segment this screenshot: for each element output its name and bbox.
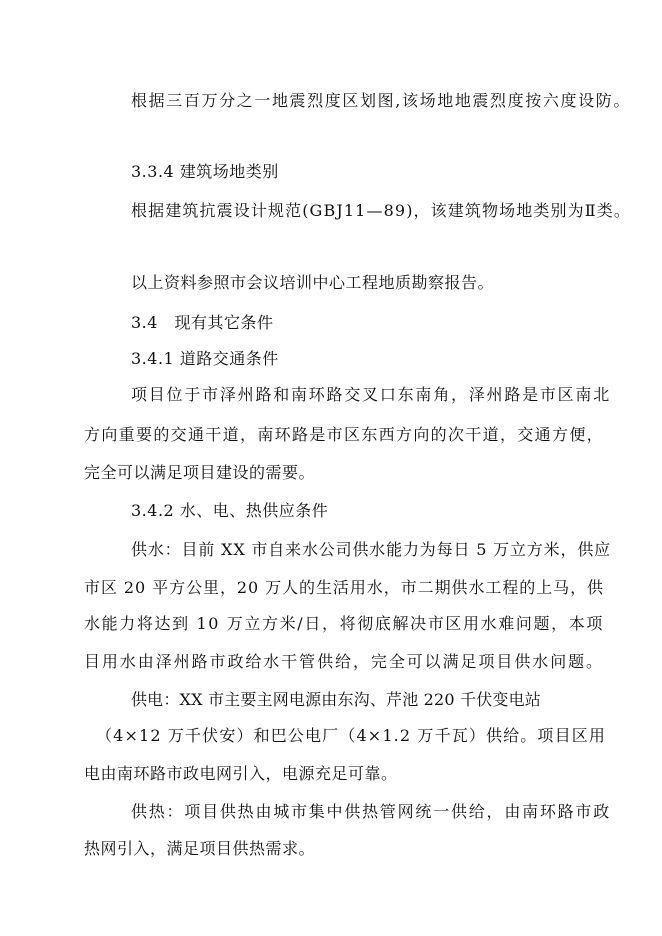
paragraph-heat-line-2: 热网引入，满足项目供热需求。	[84, 839, 316, 858]
heading-3-4-1: 3.4.1 道路交通条件	[131, 349, 279, 368]
paragraph-source-note: 以上资料参照市会议培训中心工程地质勘察报告。	[131, 273, 495, 292]
paragraph-traffic-line-3: 完全可以满足项目建设的需要。	[84, 463, 316, 482]
paragraph-power-line-2: （4×12 万千伏安）和巴公电厂（4×1.2 万千瓦）供给。项目区用	[96, 726, 606, 745]
paragraph-water-line-2: 市区 20 平方公里，20 万人的生活用水，市二期供水工程的上马，供	[84, 578, 604, 597]
paragraph-power-line-3: 电由南环路市政电网引入，电源充足可靠。	[84, 764, 398, 783]
paragraph-traffic-line-2: 方向重要的交通干道，南环路是市区东西方向的次干道，交通方便，	[84, 425, 604, 444]
heading-3-3-4: 3.3.4 建筑场地类别	[131, 162, 279, 181]
paragraph-site-category: 根据建筑抗震设计规范(GBJ11—89)，该建筑物场地类别为Ⅱ类。	[131, 201, 631, 220]
paragraph-seismic-intensity: 根据三百万分之一地震烈度区划图,该场地地震烈度按六度设防。	[131, 91, 631, 110]
heading-3-4-2: 3.4.2 水、电、热供应条件	[131, 501, 329, 520]
paragraph-traffic-line-1: 项目位于市泽州路和南环路交叉口东南角，泽州路是市区南北	[131, 385, 611, 404]
paragraph-heat-line-1: 供热：项目供热由城市集中供热管网统一供给，由南环路市政	[131, 802, 611, 821]
paragraph-water-line-1: 供水：目前 XX 市自来水公司供水能力为每日 5 万立方米，供应	[131, 540, 611, 559]
heading-3-4: 3.4 现有其它条件	[131, 313, 274, 332]
paragraph-power-line-1: 供电：XX 市主要主网电源由东沟、芹池 220 千伏变电站	[131, 690, 541, 709]
paragraph-water-line-4: 目用水由泽州路市政给水干管供给，完全可以满足项目供水问题。	[84, 652, 604, 671]
paragraph-water-line-3: 水能力将达到 10 万立方米/日，将彻底解决市区用水难问题，本项	[84, 614, 604, 633]
